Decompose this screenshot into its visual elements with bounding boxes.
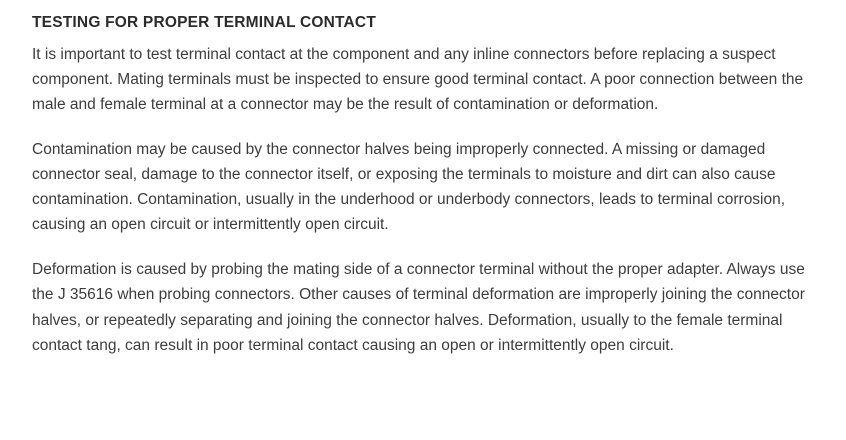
body-paragraph: Deformation is caused by probing the mating side of a connector terminal without the proper adapter. Always use the J 35616 when probing connectors. Other causes of terminal deformation are improperly joining the connector halves, or repeatedly separating and joining the connector halves. Deformation, usually to the female terminal contact tang, can result in poor terminal contact causing an open or intermittently open circuit. bbox=[32, 261, 805, 354]
page-title: TESTING FOR PROPER TERMINAL CONTACT bbox=[32, 14, 376, 31]
body-paragraph: It is important to test terminal contact at the component and any inline connectors before replacing a suspect component. Mating terminals must be inspected to ensure good terminal contact. A poor connection between the male and female terminal at a connector may be the result of contamination or deformation. bbox=[32, 45, 804, 113]
body-paragraph: Contamination may be caused by the connector halves being improperly connected. A missing or damaged connector seal, damage to the connector itself, or exposing the terminals to moisture and dirt can also cause contamination. Contamination, usually in the underhood or underbody connectors, leads to terminal corrosion, causing an open circuit or intermittently open circuit. bbox=[32, 140, 786, 234]
